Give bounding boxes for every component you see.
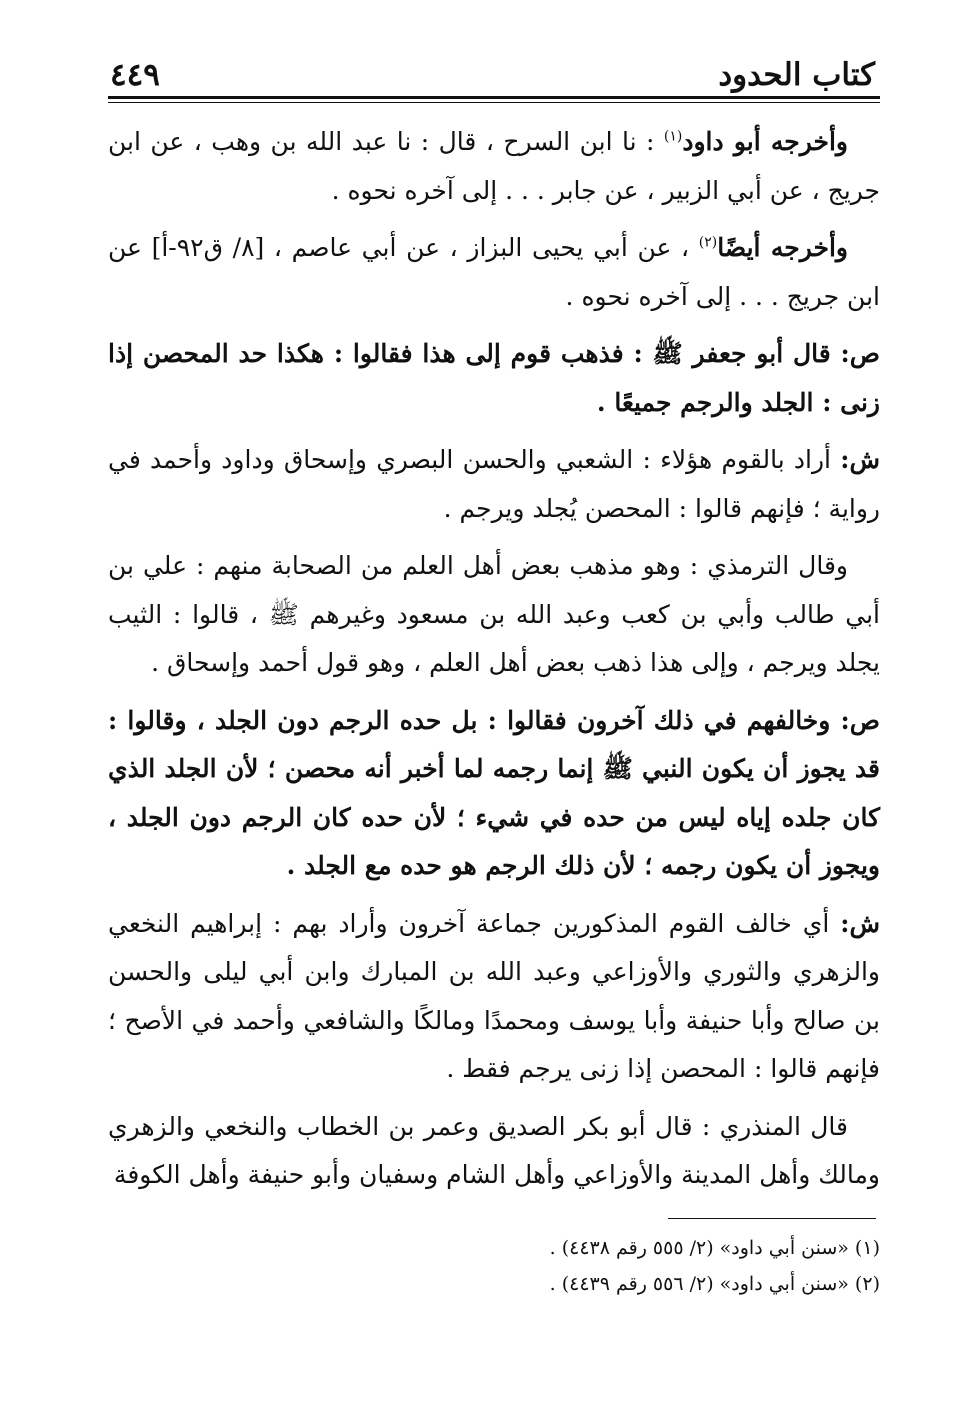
page-header (110, 46, 875, 96)
paragraph-text: وخالفهم في ذلك آخرون فقالوا : بل حده الرجم دون الجلد ، وقالوا : قد يجوز أن يكون النبي ﷺ إنما رجمه لما أخبر أنه محصن ؛ لأن الجلد الذي كان جلده إياه ليس من حده في شيء ؛ لأن حده كان الرجم دون الجلد ، ويجوز أن يكون رجمه ؛ لأن ذلك الرجم هو حده مع الجلد . (108, 705, 880, 880)
paragraph-matn-1 (108, 330, 880, 427)
paragraph-text: أراد بالقوم هؤلاء : الشعبي والحسن البصري وإسحاق وداود وأحمد في رواية ؛ فإنهم قالوا : المحصن يُجلد ويرجم . (108, 445, 880, 523)
footnotes (108, 1230, 880, 1302)
main-text (108, 118, 880, 1209)
paragraph-text: أي خالف القوم المذكورين جماعة آخرون وأراد بهم : إبراهيم النخعي والزهري والثوري والأوزاعي وعبد الله بن المبارك وابن أبي ليلى والحسن بن صالح وأبا حنيفة وأبا يوسف ومحمدًا ومالكًا والشافعي وأحمد في الأصح ؛ فإنهم قالوا : المحصن إذا زنى يرجم فقط . (108, 908, 880, 1083)
paragraph-text: وقال الترمذي : وهو مذهب بعض أهل العلم من الصحابة منهم : علي بن أبي طالب وأبي بن كعب وعبد الله بن مسعود وغيرهم ﷺ ، قالوا : الثيب يجلد ويرجم ، وإلى هذا ذهب بعض أهل العلم ، وهو قول أحمد وإسحاق . (108, 551, 880, 677)
header-rule-thick (108, 96, 880, 99)
footnote-1: (١) «سنن أبي داود» (٢/ ٥٥٥ رقم ٤٤٣٨) . (549, 1237, 880, 1259)
footnote-ref: (٢) (698, 234, 718, 251)
paragraph-text: ، عن أبي يحيى البزاز ، عن أبي عاصم ، [٨/ ق٩٢-أ] عن ابن جريج . . . إلى آخره نحوه . (108, 233, 880, 311)
footnote-ref: (١) (663, 128, 683, 145)
paragraph-lead: وأخرجه أيضًا (717, 233, 848, 262)
paragraph-sharh-2 (108, 900, 880, 1094)
matn-marker: ص: (840, 705, 880, 735)
paragraph-sharh-1 (108, 436, 880, 533)
footnote-separator (668, 1218, 876, 1219)
sharh-marker: ش: (840, 908, 880, 938)
paragraph-matn-2 (108, 697, 880, 891)
sharh-marker: ش: (840, 445, 880, 474)
paragraph-lead: وأخرجه أبو داود (682, 127, 848, 156)
paragraph-text: قال أبو جعفر ﷺ : فذهب قوم إلى هذا فقالوا : هكذا حد المحصن إذا زنى : الجلد والرجم جميعًا . (108, 339, 880, 417)
footnote-2: (٢) «سنن أبي داود» (٢/ ٥٥٦ رقم ٤٤٣٩) . (549, 1273, 880, 1295)
paragraph-also (108, 224, 880, 321)
paragraph-mundhiri (108, 1103, 880, 1200)
header-rule-thin (108, 102, 880, 103)
paragraph-text: : نا ابن السرح ، قال : نا عبد الله بن وهب ، عن ابن جريج ، عن أبي الزبير ، عن جابر . . . إلى آخره نحوه . (108, 127, 880, 205)
matn-marker: ص: (840, 339, 880, 368)
running-title: كتاب الحدود (718, 57, 875, 93)
paragraph-abu-dawud (108, 118, 880, 215)
paragraph-text: قال المنذري : قال أبو بكر الصديق وعمر بن الخطاب والنخعي والزهري ومالك وأهل المدينة والأوزاعي وأهل الشام وسفيان وأبو حنيفة وأهل الكوفة (108, 1111, 880, 1189)
paragraph-tirmidhi (108, 542, 880, 688)
page-number: ٤٤٩ (110, 57, 160, 93)
